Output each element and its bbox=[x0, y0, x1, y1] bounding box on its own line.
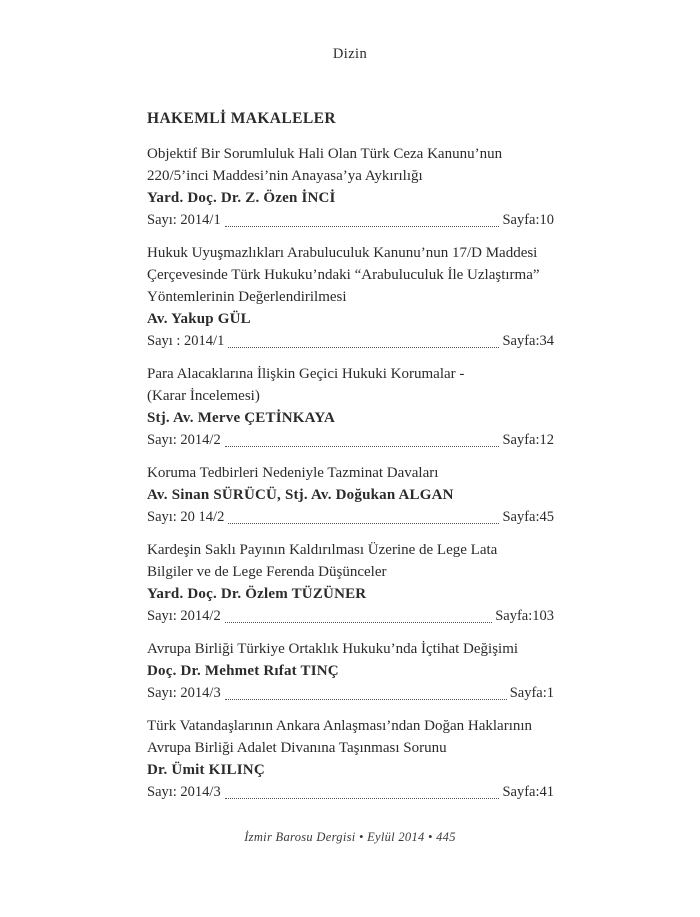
article-title-line: Avrupa Birliği Türkiye Ortaklık Hukuku’nda İçtihat Değişimi bbox=[147, 641, 519, 657]
dotted-leader bbox=[221, 781, 503, 803]
dotted-leader bbox=[221, 605, 495, 627]
issue-page-row bbox=[147, 682, 554, 704]
article-title-line: (Karar İncelemesi) bbox=[147, 388, 260, 404]
article-title-line: 220/5’inci Maddesi’nin Anayasa’ya Aykırılığı bbox=[147, 168, 423, 184]
page-reference: Sayfa:10 bbox=[502, 212, 554, 228]
article-title-line: Hukuk Uyuşmazlıkları Arabuluculuk Kanunu’nun 17/D Maddesi bbox=[147, 245, 538, 261]
page-reference: Sayfa:103 bbox=[495, 608, 554, 624]
issue-page-row bbox=[147, 209, 554, 231]
page-reference: Sayfa:45 bbox=[502, 509, 554, 525]
page-reference: Sayfa:41 bbox=[502, 784, 554, 800]
page-title: Dizin bbox=[332, 46, 368, 62]
index-entry bbox=[147, 638, 554, 704]
issue-page-row bbox=[147, 781, 554, 803]
article-title-line: Objektif Bir Sorumluluk Hali Olan Türk Ceza Kanunu’nun bbox=[147, 146, 503, 162]
index-entry bbox=[147, 363, 554, 451]
issue-label: Sayı: 2014/3 bbox=[147, 784, 221, 800]
index-entry bbox=[147, 539, 554, 627]
article-title-line: Koruma Tedbirleri Nedeniyle Tazminat Davaları bbox=[147, 465, 439, 481]
article-title-line: Türk Vatandaşlarının Ankara Anlaşması’ndan Doğan Haklarının bbox=[147, 718, 533, 734]
issue-label: Sayı: 20 14/2 bbox=[147, 509, 225, 525]
issue-page-row bbox=[147, 506, 554, 528]
index-content bbox=[147, 110, 554, 814]
article-author: Yard. Doç. Dr. Z. Özen İNCİ bbox=[147, 190, 336, 206]
dotted-leader bbox=[221, 682, 510, 704]
article-title-line: Kardeşin Saklı Payının Kaldırılması Üzerine de Lege Lata bbox=[147, 542, 498, 558]
article-author: Av. Yakup GÜL bbox=[147, 311, 251, 327]
page-reference: Sayfa:34 bbox=[502, 333, 554, 349]
issue-label: Sayı : 2014/1 bbox=[147, 333, 225, 349]
issue-label: Sayı: 2014/2 bbox=[147, 432, 221, 448]
article-title-line: Avrupa Birliği Adalet Divanına Taşınması Sorunu bbox=[147, 740, 447, 756]
issue-label: Sayı: 2014/2 bbox=[147, 608, 221, 624]
article-author: Doç. Dr. Mehmet Rıfat TINÇ bbox=[147, 663, 339, 679]
article-title-line: Para Alacaklarına İlişkin Geçici Hukuki Korumalar - bbox=[147, 366, 465, 382]
dotted-leader bbox=[224, 506, 502, 528]
dotted-leader bbox=[221, 429, 503, 451]
index-entry bbox=[147, 462, 554, 528]
section-title: HAKEMLİ MAKALELER bbox=[147, 110, 336, 127]
issue-page-row bbox=[147, 330, 554, 352]
article-author: Stj. Av. Merve ÇETİNKAYA bbox=[147, 410, 336, 426]
index-entry bbox=[147, 242, 554, 352]
journal-footer: İzmir Barosu Dergisi • Eylül 2014 • 445 bbox=[244, 830, 456, 844]
article-author: Yard. Doç. Dr. Özlem TÜZÜNER bbox=[147, 586, 367, 602]
issue-label: Sayı: 2014/1 bbox=[147, 212, 221, 228]
dotted-leader bbox=[221, 209, 503, 231]
issue-page-row bbox=[147, 605, 554, 627]
page-reference: Sayfa:12 bbox=[502, 432, 554, 448]
issue-label: Sayı: 2014/3 bbox=[147, 685, 221, 701]
page-reference: Sayfa:1 bbox=[509, 685, 554, 701]
article-author: Av. Sinan SÜRÜCÜ, Stj. Av. Doğukan ALGAN bbox=[147, 487, 454, 503]
index-entry bbox=[147, 143, 554, 231]
issue-page-row bbox=[147, 429, 554, 451]
article-title-line: Yöntemlerinin Değerlendirilmesi bbox=[147, 289, 347, 305]
article-title-line: Bilgiler ve de Lege Ferenda Düşünceler bbox=[147, 564, 387, 580]
index-entry bbox=[147, 715, 554, 803]
article-title-line: Çerçevesinde Türk Hukuku’ndaki “Arabuluculuk İle Uzlaştırma” bbox=[147, 267, 540, 283]
article-author: Dr. Ümit KILINÇ bbox=[147, 762, 265, 778]
dotted-leader bbox=[224, 330, 502, 352]
